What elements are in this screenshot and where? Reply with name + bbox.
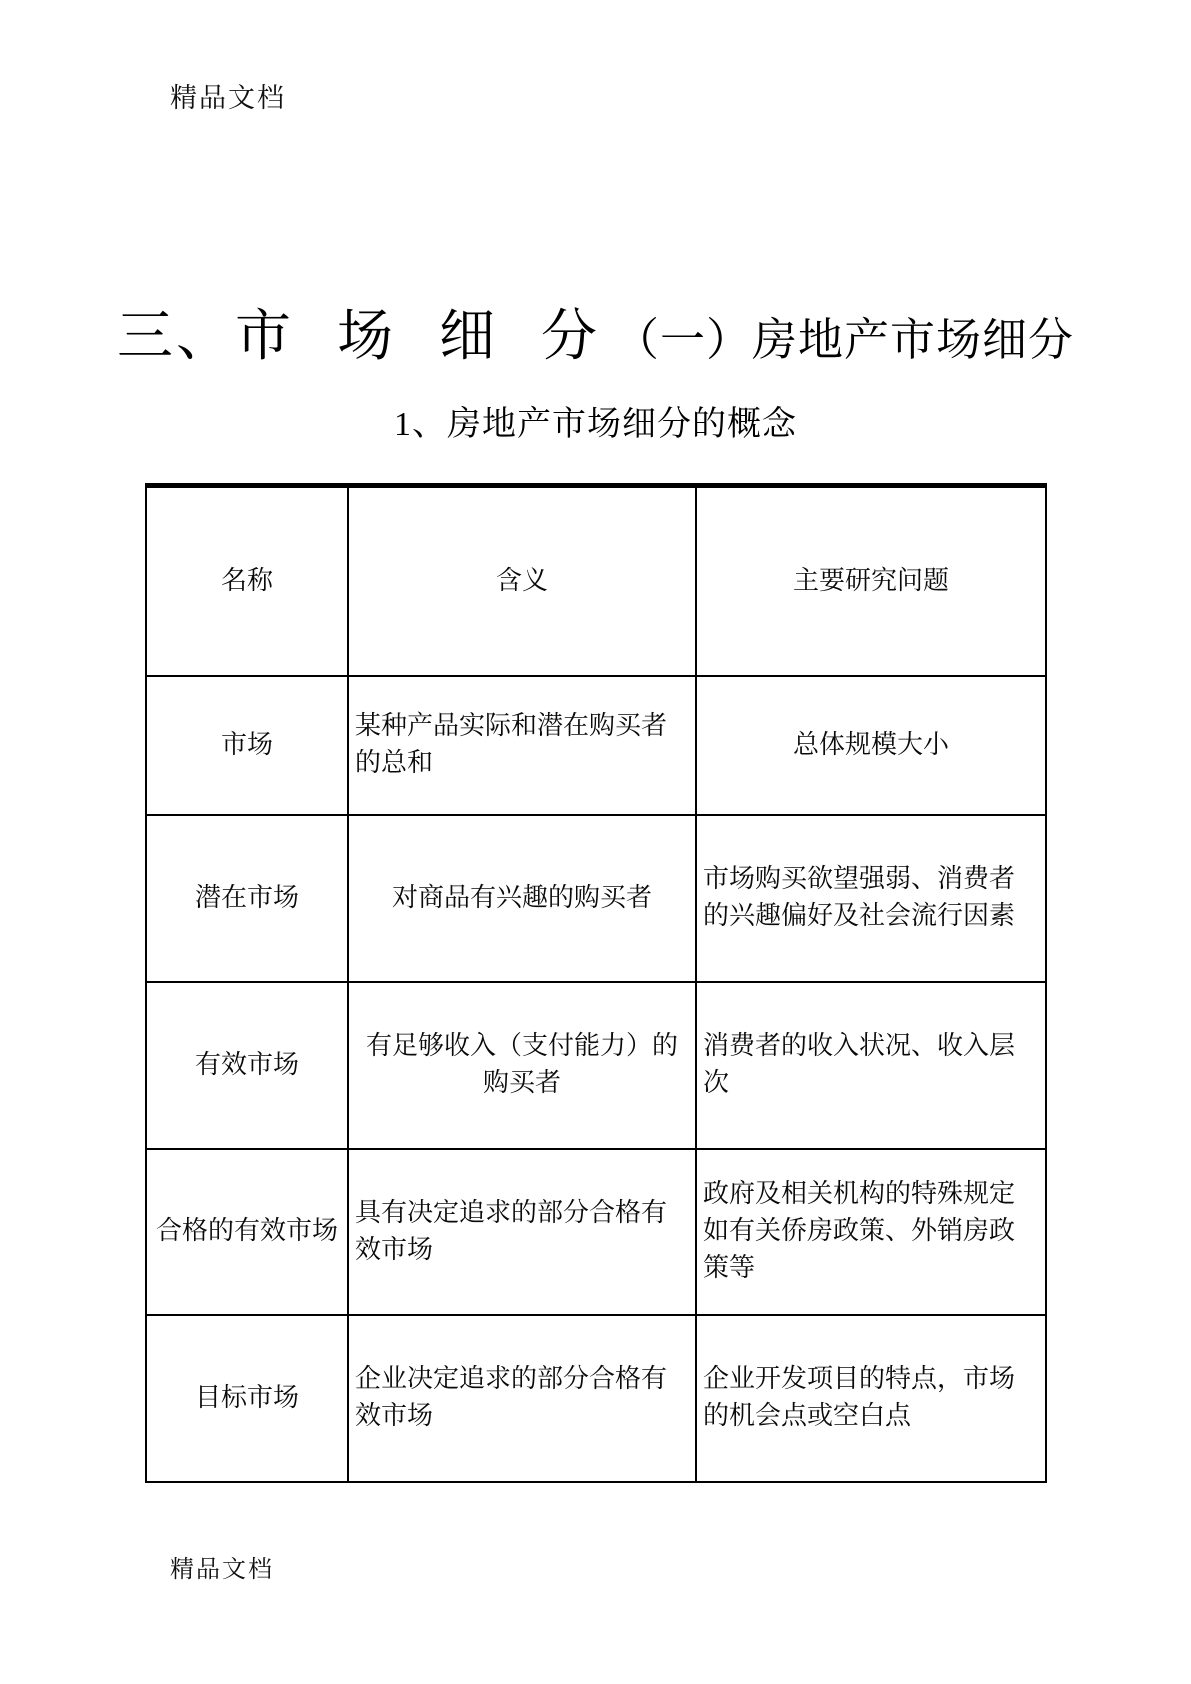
cell-potential-market-issues: 市场购买欲望强弱、消费者的兴趣偏好及社会流行因素 xyxy=(696,815,1046,982)
watermark-top: 精品文档 xyxy=(170,83,286,113)
market-concept-table xyxy=(145,483,1047,1483)
page-title-paren: （一）房地产市场细分 xyxy=(613,315,1074,365)
cell-effective-market-issues: 消费者的收入状况、收入层次 xyxy=(696,982,1046,1149)
cell-qualified-market-meaning: 具有决定追求的部分合格有效市场 xyxy=(348,1149,696,1315)
table-header-row xyxy=(146,486,1046,676)
watermark-bottom: 精品文档 xyxy=(170,1557,274,1583)
cell-effective-market-meaning: 有足够收入（支付能力）的购买者 xyxy=(348,982,696,1149)
cell-potential-market-name: 潜在市场 xyxy=(146,815,348,982)
cell-market-meaning: 某种产品实际和潜在购买者的总和 xyxy=(348,676,696,815)
cell-target-market-name: 目标市场 xyxy=(146,1315,348,1482)
cell-target-market-meaning: 企业决定追求的部分合格有效市场 xyxy=(348,1315,696,1482)
cell-qualified-market-name: 合格的有效市场 xyxy=(146,1149,348,1315)
table-row xyxy=(146,982,1046,1149)
table-row xyxy=(146,676,1046,815)
header-cell-issues: 主要研究问题 xyxy=(696,486,1046,676)
table-row xyxy=(146,815,1046,982)
page-title xyxy=(0,292,1191,372)
cell-market-issues: 总体规模大小 xyxy=(696,676,1046,815)
table-row xyxy=(146,1315,1046,1482)
header-cell-meaning: 含义 xyxy=(348,486,696,676)
cell-target-market-issues: 企业开发项目的特点，市场的机会点或空白点 xyxy=(696,1315,1046,1482)
page-title-main: 三、市 场 细 分 xyxy=(116,306,600,368)
cell-effective-market-name: 有效市场 xyxy=(146,982,348,1149)
table-row xyxy=(146,1149,1046,1315)
cell-potential-market-meaning: 对商品有兴趣的购买者 xyxy=(348,815,696,982)
header-cell-name: 名称 xyxy=(146,486,348,676)
section-subtitle: 1、房地产市场细分的概念 xyxy=(394,406,797,443)
cell-market-name: 市场 xyxy=(146,676,348,815)
cell-qualified-market-issues: 政府及相关机构的特殊规定如有关侨房政策、外销房政策等 xyxy=(696,1149,1046,1315)
